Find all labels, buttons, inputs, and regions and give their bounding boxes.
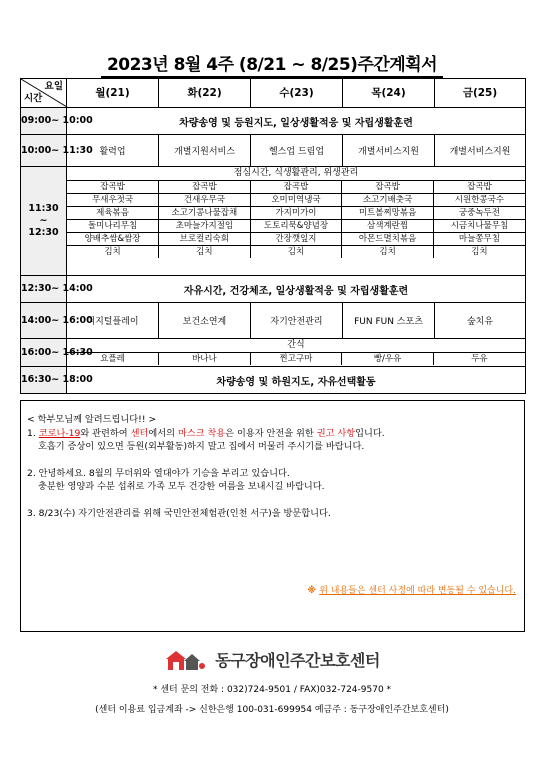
- snack-table: [67, 353, 525, 365]
- activity-cell: 자기안전관리: [251, 303, 343, 339]
- activity-wide: 자유시간, 건강체조, 일상생활적응 및 자립생활훈련: [67, 276, 526, 303]
- corner-day-label: 요일: [44, 81, 63, 92]
- time-slot: 14:00~ 16:00: [21, 303, 67, 339]
- notice-item-2-line2: 충분한 영양과 수분 섭취로 가족 모두 건강한 여름을 보내시길 바랍니다.: [38, 481, 325, 492]
- time-slot: 10:00~ 11:30: [21, 135, 67, 167]
- corner-header: [21, 79, 67, 108]
- menu-item: 제육볶음: [67, 207, 159, 220]
- time-slot: 16:30~ 18:00: [21, 367, 67, 394]
- snack-item: 두유: [433, 353, 525, 365]
- notice-item-1: 1. 코로나-19와 관련하여 센터에서의 마스크 착용은 이용자 안전을 위한 권고 사항입니다.: [27, 427, 385, 439]
- schedule-row: [21, 303, 526, 339]
- menu-item: 가지미가이: [250, 207, 342, 220]
- menu-table: [67, 181, 525, 258]
- snack-item: 찐고구마: [250, 353, 342, 365]
- menu-item: 잡곡밥: [250, 181, 342, 194]
- lunch-row: [21, 167, 526, 276]
- menu-item: 소고기배춧국: [342, 194, 434, 207]
- menu-item: 미트볼찌망볶음: [342, 207, 434, 220]
- snack-item: 요플레: [67, 353, 159, 365]
- activity-cell: 디지털플레이: [67, 303, 159, 339]
- activity-cell: 숲치유: [435, 303, 526, 339]
- menu-item: 시원한콩국수: [433, 194, 525, 207]
- snack-items: [67, 353, 525, 365]
- notice-box: [20, 400, 525, 632]
- day-header: 금(25): [435, 79, 526, 108]
- menu-item: 김치: [67, 246, 159, 259]
- menu-item: 김치: [433, 246, 525, 259]
- activity-cell: FUN FUN 스포츠: [343, 303, 435, 339]
- activity-cell: 개별서비스지원: [435, 135, 526, 167]
- menu-item: 잡곡밥: [67, 181, 159, 194]
- menu-item: 김치: [159, 246, 251, 259]
- menu-row: [67, 246, 525, 259]
- snack-row: [21, 339, 526, 367]
- menu-row: [67, 194, 525, 207]
- notice-item-2: 2. 안녕하세요. 8월의 무더위와 열대야가 기승을 부리고 있습니다.: [27, 467, 290, 479]
- menu-item: 무새우젓국: [67, 194, 159, 207]
- house-logo-icon: [164, 649, 206, 671]
- day-header: 수(23): [251, 79, 343, 108]
- menu-item: 돌미나리무침: [67, 220, 159, 233]
- schedule-row: [21, 367, 526, 394]
- menu-row: [67, 207, 525, 220]
- menu-item: 김치: [342, 246, 434, 259]
- snack-block: [67, 339, 526, 367]
- day-header: 월(21): [67, 79, 159, 108]
- activity-wide: 차량송영 및 하원지도, 자유선택활동: [67, 367, 526, 394]
- menu-item: 초마늘가지절임: [159, 220, 251, 233]
- menu-item: 마늘쫑무침: [433, 233, 525, 246]
- menu-item: 김치: [250, 246, 342, 259]
- menu-item: 잡곡밥: [159, 181, 251, 194]
- time-slot: 09:00~ 10:00: [21, 108, 67, 135]
- activity-cell: 보건소연계: [159, 303, 251, 339]
- menu-item: 오미미역냉국: [250, 194, 342, 207]
- contact-info: * 센터 문의 전화 : 032)724-9501 / FAX)032-724-9570 *: [152, 685, 392, 695]
- notice-footnote: ※ 위 내용들은 센터 사정에 따라 변동될 수 있습니다.: [307, 586, 516, 596]
- schedule-row: [21, 276, 526, 303]
- snack-item: 빵/우유: [342, 353, 434, 365]
- weekly-plan-table: [20, 78, 526, 394]
- lunch-heading: 점심시간, 식생활관리, 위생관리: [67, 167, 525, 181]
- menu-item: 브로컬리숙회: [159, 233, 251, 246]
- activity-wide: 차량송영 및 등원지도, 일상생활적응 및 자립생활훈련: [67, 108, 526, 135]
- menu-item: 잡곡밥: [342, 181, 434, 194]
- menu-item: 양배추쌈&쌈장: [67, 233, 159, 246]
- schedule-row: [21, 135, 526, 167]
- organization-logo: [0, 648, 544, 671]
- time-slot: 16:00~ 16:30: [21, 339, 67, 367]
- menu-item: 삼색계란찜: [342, 220, 434, 233]
- menu-row: [67, 181, 525, 194]
- time-slot: 11:30 ~ 12:30: [21, 167, 67, 276]
- menu-item: 시금치나물무침: [433, 220, 525, 233]
- lunch-menu: [67, 167, 526, 276]
- menu-item: 간장깻잎지: [250, 233, 342, 246]
- menu-row: [67, 233, 525, 246]
- organization-name: 동구장애인주간보호센터: [215, 651, 380, 670]
- snack-heading: 간식: [67, 339, 525, 353]
- day-header: 화(22): [159, 79, 251, 108]
- notice-heading: < 학부모님께 알려드립니다!! >: [27, 414, 157, 425]
- schedule-row: [21, 108, 526, 135]
- menu-item: 궁중녹두전: [433, 207, 525, 220]
- activity-cell: 활력업: [67, 135, 159, 167]
- menu-item: 도토리묵&양념장: [250, 220, 342, 233]
- page-title: 2023년 8월 4주 (8/21 ~ 8/25)주간계획서: [0, 50, 544, 78]
- activity-cell: 개별서비스지원: [343, 135, 435, 167]
- corner-time-label: 시간: [24, 93, 43, 104]
- snack-item: 바나나: [159, 353, 251, 365]
- day-header: 목(24): [343, 79, 435, 108]
- notice-item-3: 3. 8/23(수) 자기안전관리를 위해 국민안전체험관(인천 서구)을 방문합니다.: [27, 507, 331, 519]
- menu-item: 아몬드멸치볶음: [342, 233, 434, 246]
- notice-item-1-line2: 호흡기 증상이 있으면 등원(외부활동)하지 말고 집에서 머물러 주시기를 바랍니다.: [38, 441, 365, 452]
- bank-account-info: (센터 이용료 입금계좌 -> 신한은행 100-031-699954 예금주 : 동구장애인주간보호센터): [95, 705, 449, 715]
- menu-item: 소고기콩나물잡채: [159, 207, 251, 220]
- activity-cell: 개별지원서비스: [159, 135, 251, 167]
- activity-cell: 헬스업 드림업: [251, 135, 343, 167]
- menu-item: 잡곡밥: [433, 181, 525, 194]
- time-slot: 12:30~ 14:00: [21, 276, 67, 303]
- menu-item: 건새우무국: [159, 194, 251, 207]
- menu-row: [67, 220, 525, 233]
